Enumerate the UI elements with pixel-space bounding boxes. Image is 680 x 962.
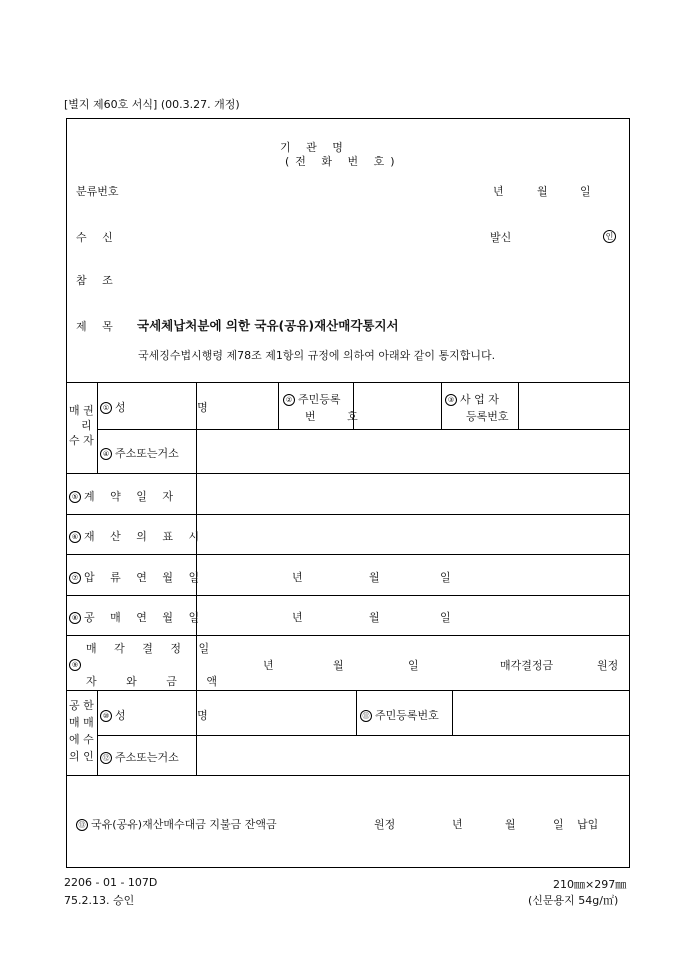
circled-number-1: ① (100, 402, 112, 414)
class-number-label: 분류번호 (76, 185, 119, 198)
recipient-label: 수 신 (76, 231, 119, 244)
subject-label: 제 목 (76, 320, 119, 333)
payment-won: 원정 (374, 818, 396, 831)
rights-holder-label-3: 수 자 (69, 434, 94, 447)
buyer-label-2: 매 매 (69, 716, 94, 729)
buyer-label-1: 공 한 (69, 699, 94, 712)
date-month: 월 (537, 185, 548, 198)
auction-month: 월 (369, 611, 380, 624)
payment-label: ⑬ 국유(공유)재산매수대금 지불금 잔액금 (76, 816, 277, 832)
decision-number: ⑨ (69, 658, 84, 671)
circled-number-2: ② (283, 394, 295, 406)
agency-name: 기 관 명 (280, 141, 349, 154)
seizure-month: 월 (369, 571, 380, 584)
buyer-label-4: 의 인 (69, 750, 94, 763)
decision-year: 년 (263, 659, 274, 672)
form-header: [별지 제60호 서식] (00.3.27. 개정) (64, 98, 240, 111)
buyer-label-3: 에 수 (69, 733, 94, 746)
rights-holder-label-1: 매 권 (69, 404, 94, 417)
payment-month: 월 (505, 818, 516, 831)
payment-year: 년 (452, 818, 463, 831)
decision-amount-label: 매각결정금 (500, 659, 554, 672)
body-text: 국세징수법시행령 제78조 제1항의 규정에 의하여 아래와 같이 통지합니다. (138, 349, 496, 362)
sender-label: 발신 (490, 231, 512, 244)
rights-rrn-label-2: 번 호 (305, 410, 372, 423)
rights-rrn-label: ② 주민등록 (283, 391, 341, 407)
decision-label-2: 자 와 금 액 (86, 675, 230, 688)
seal-icon: 인 (603, 229, 616, 243)
rights-holder-label-2: 리 (81, 419, 92, 432)
property-label: ⑥ 재 산 의 표 시 (69, 528, 205, 544)
footer-paper: (신문용지 54g/㎡) (528, 894, 619, 907)
circled-number-4: ④ (100, 448, 112, 460)
seizure-year: 년 (292, 571, 303, 584)
contract-date-label: ⑤ 계 약 일 자 (69, 488, 179, 504)
auction-year: 년 (292, 611, 303, 624)
footer-approval: 75.2.13. 승인 (64, 894, 135, 907)
footer-code: 2206 - 01 - 107D (64, 876, 158, 889)
payment-day: 일 (553, 818, 564, 831)
rights-address-label: ④ 주소또는거소 (100, 445, 179, 461)
rights-name-label: ① 성 명 (100, 399, 242, 415)
seizure-date-label: ⑦ 압 류 연 월 일 (69, 569, 205, 585)
rights-biz-label-2: 등록번호 (466, 410, 509, 423)
agency-phone: (전 화 번 호) (285, 155, 401, 168)
rights-biz-label: ③ 사 업 자 (445, 391, 499, 407)
date-day: 일 (580, 185, 591, 198)
auction-day: 일 (440, 611, 451, 624)
buyer-name-label: ⑩ 성 명 (100, 707, 242, 723)
seizure-day: 일 (440, 571, 451, 584)
payment-paid: 납입 (577, 818, 599, 831)
decision-label-1: 매 각 결 정 일 (86, 642, 217, 655)
decision-day: 일 (408, 659, 419, 672)
subject-title: 국세체납처분에 의한 국유(공유)재산매각통지서 (137, 318, 399, 333)
buyer-rrn-label: ⑪ 주민등록번호 (360, 707, 439, 723)
reference-label: 참 조 (76, 274, 119, 287)
date-year: 년 (493, 185, 504, 198)
decision-won: 원정 (597, 659, 619, 672)
circled-number-3: ③ (445, 394, 457, 406)
footer-size: 210㎜×297㎜ (553, 878, 627, 891)
buyer-address-label: ⑫ 주소또는거소 (100, 749, 179, 765)
decision-month: 월 (333, 659, 344, 672)
auction-date-label: ⑧ 공 매 연 월 일 (69, 609, 205, 625)
